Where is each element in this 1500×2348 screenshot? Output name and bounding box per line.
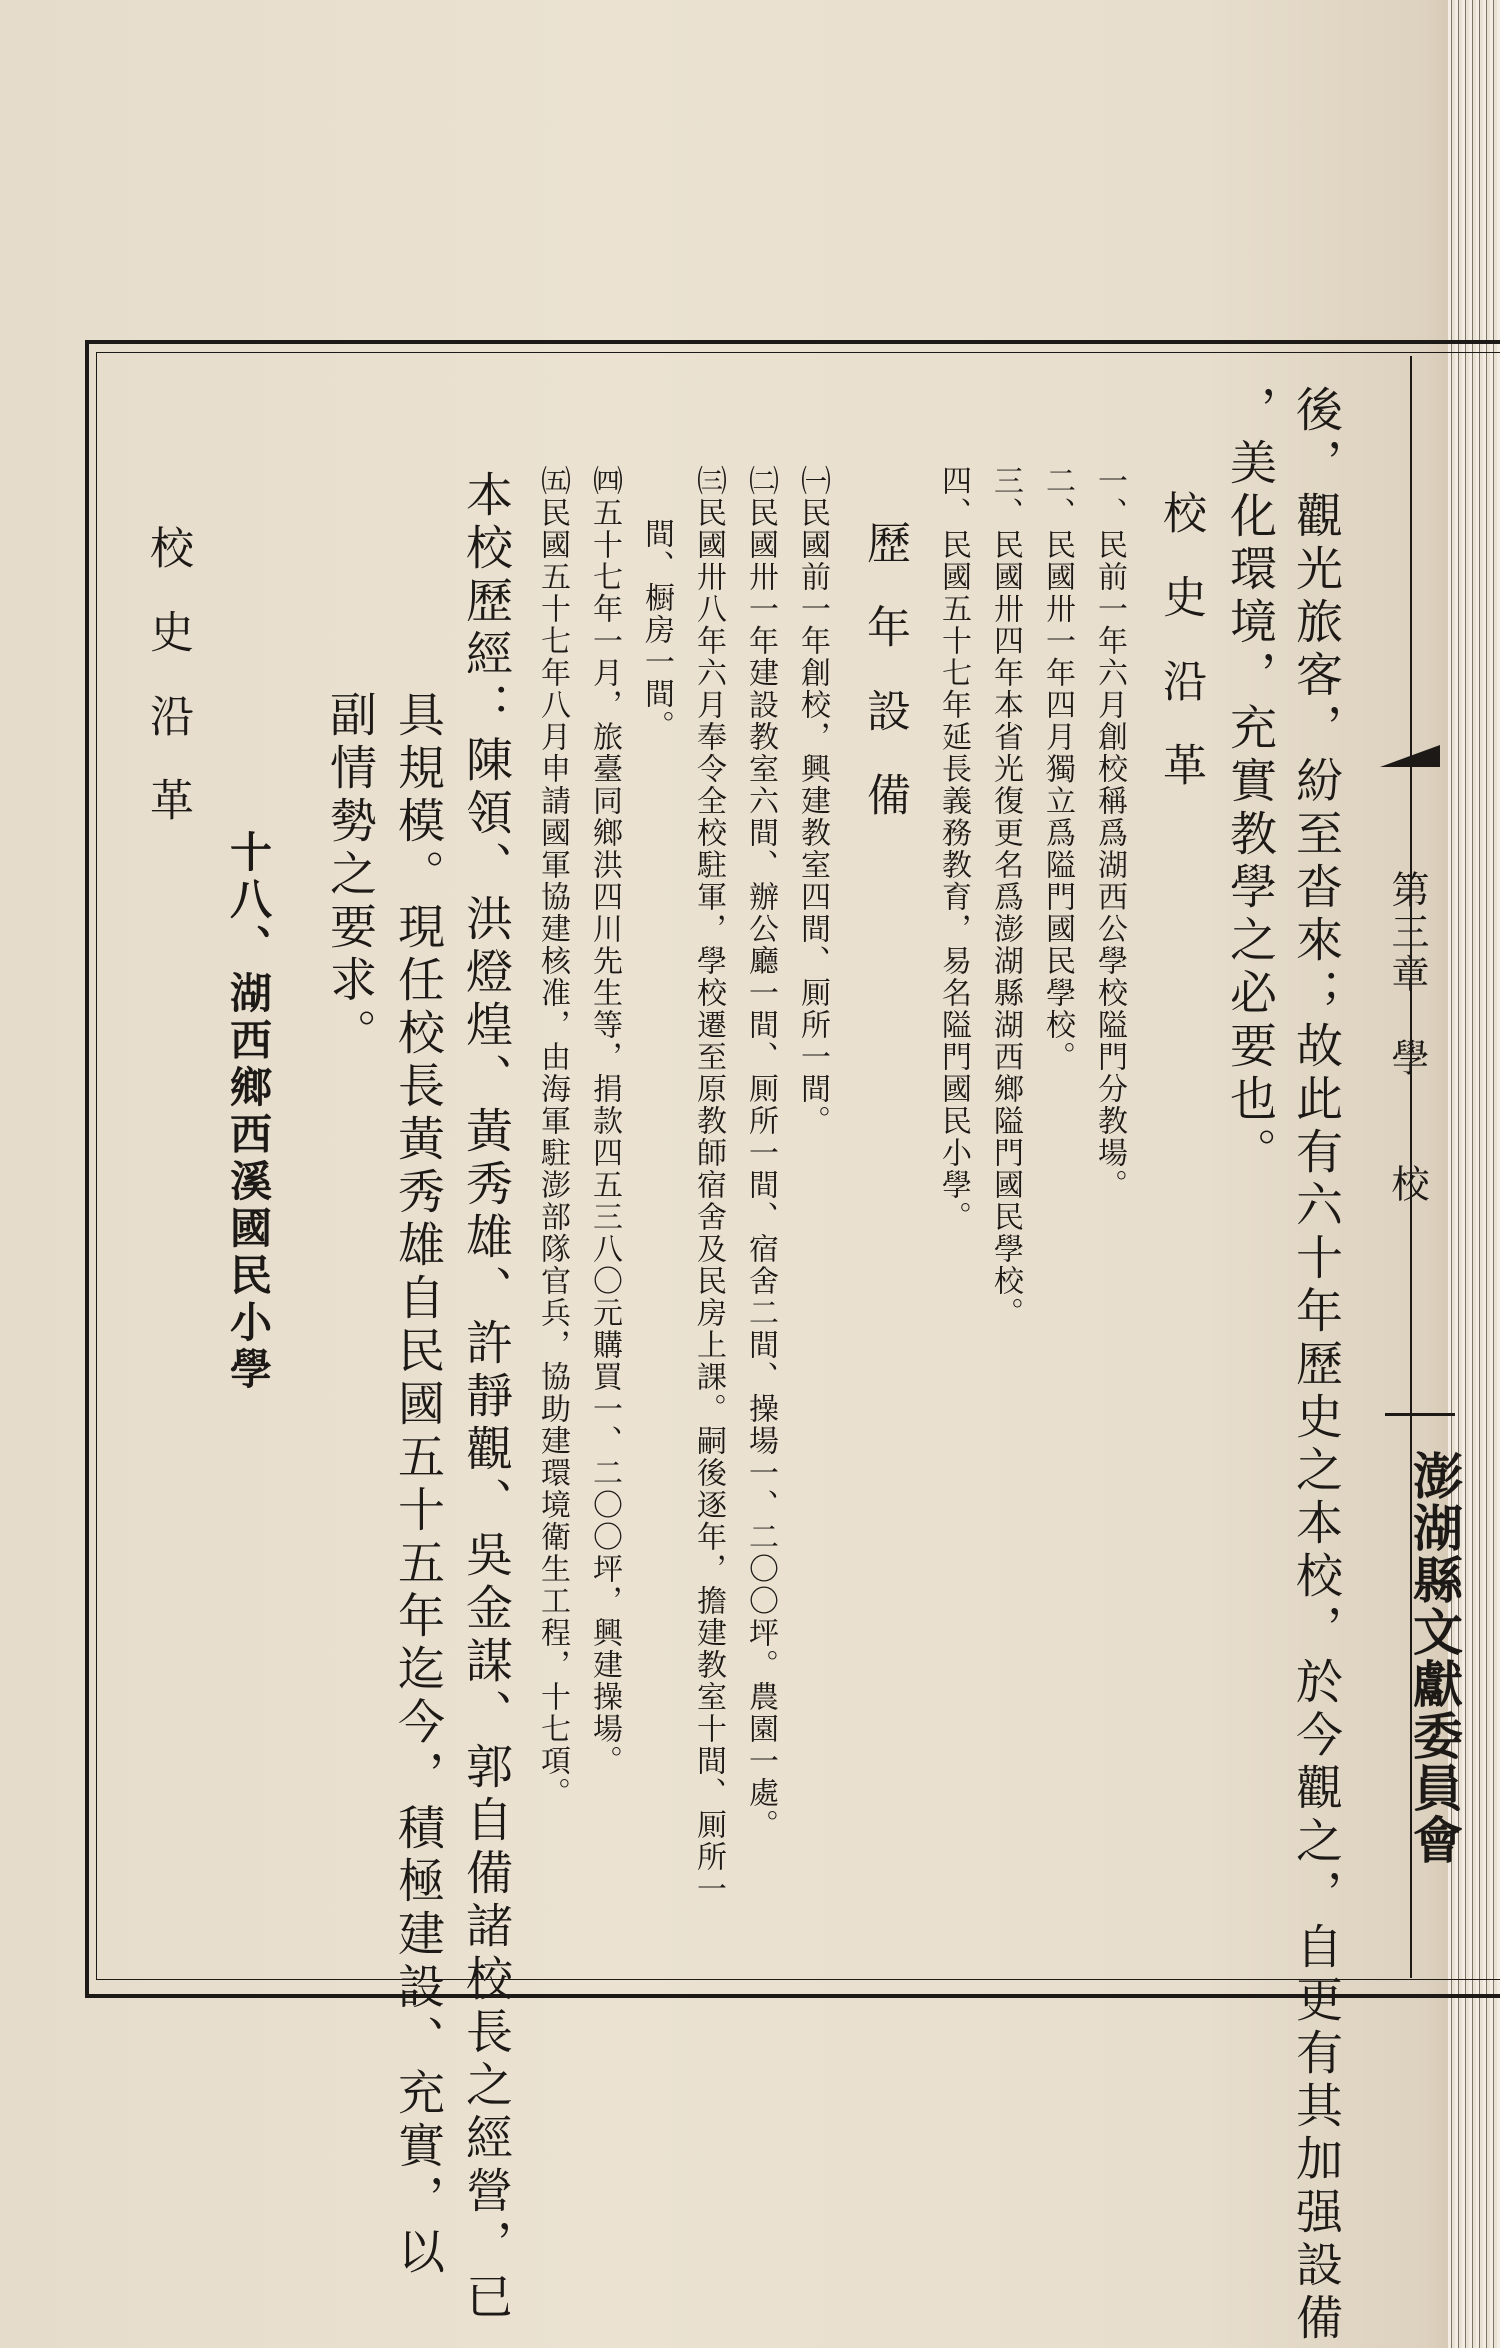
history-item-3: 三、民國卅四年本省光復更名爲澎湖縣湖西鄉隘門國民學校。 bbox=[988, 465, 1023, 1329]
section-heading-history-2: 校史沿革 bbox=[142, 525, 193, 861]
history-item-1: 一、民前一年六月創校稱爲湖西公學校隘門分教場。 bbox=[1092, 465, 1127, 1201]
history-item-4: 四、民國五十七年延長義務教育，易名隘門國民小學。 bbox=[936, 465, 971, 1233]
facility-item-1: ㈠民國前一年創校，興建教室四間、厠所一間。 bbox=[795, 465, 830, 1137]
facility-item-4: ㈣五十七年一月，旅臺同鄉洪四川先生等，捐款四五三八〇元購買一、二〇〇坪，興建操場。 bbox=[587, 465, 622, 1777]
section-heading-history: 校史沿革 bbox=[1155, 490, 1206, 826]
facility-item-2: ㈡民國卅一年建設教室六間、辦公廳一間、厠所一間、宿舍二間、操場一、二〇〇坪。農園一處。 bbox=[743, 465, 778, 1841]
header-rule bbox=[1385, 1413, 1455, 1416]
history-item-2: 二、民國卅一年四月獨立爲隘門國民學校。 bbox=[1040, 465, 1075, 1073]
school-18-title: 十八、湖西鄉西溪國民小學 bbox=[224, 830, 273, 1394]
facility-item-5: ㈤民國五十七年八月申請國軍協建核准，由海軍駐澎部隊官兵，協助建環境衛生工程，十七項。 bbox=[535, 465, 570, 1809]
chapter-header: 第三章 學 校 bbox=[1385, 870, 1429, 1206]
continuation-line-1: 後，觀光旅客，紛至沓來；故此有六十年歷史之本校，於今觀之，自更有其加强設備 bbox=[1288, 385, 1343, 2346]
publisher-header: 澎湖縣文獻委員會 bbox=[1405, 1450, 1463, 1866]
facility-item-3-cont: 間、橱房一間。 bbox=[639, 518, 674, 742]
principals-line-3: 副情勢之要求。 bbox=[322, 690, 377, 1061]
section-heading-facilities: 歷年設備 bbox=[859, 520, 910, 856]
continuation-line-2: ，美化環境，充實教學之必要也。 bbox=[1222, 385, 1277, 1180]
chapter-marker bbox=[1380, 745, 1440, 767]
principals-line-1: 本校歷經：陳領、洪燈煌、黃秀雄、許靜觀、吳金謀、郭自備諸校長之經營，已 bbox=[458, 470, 513, 2325]
principals-line-2: 具規模。現任校長黃秀雄自民國五十五年迄今，積極建設、充實，以 bbox=[390, 690, 445, 2280]
facility-item-3: ㈢民國卅八年六月奉令全校駐軍，學校遷至原教師宿舍及民房上課。嗣後逐年，擔建教室十間、厠所一 bbox=[691, 465, 726, 1905]
